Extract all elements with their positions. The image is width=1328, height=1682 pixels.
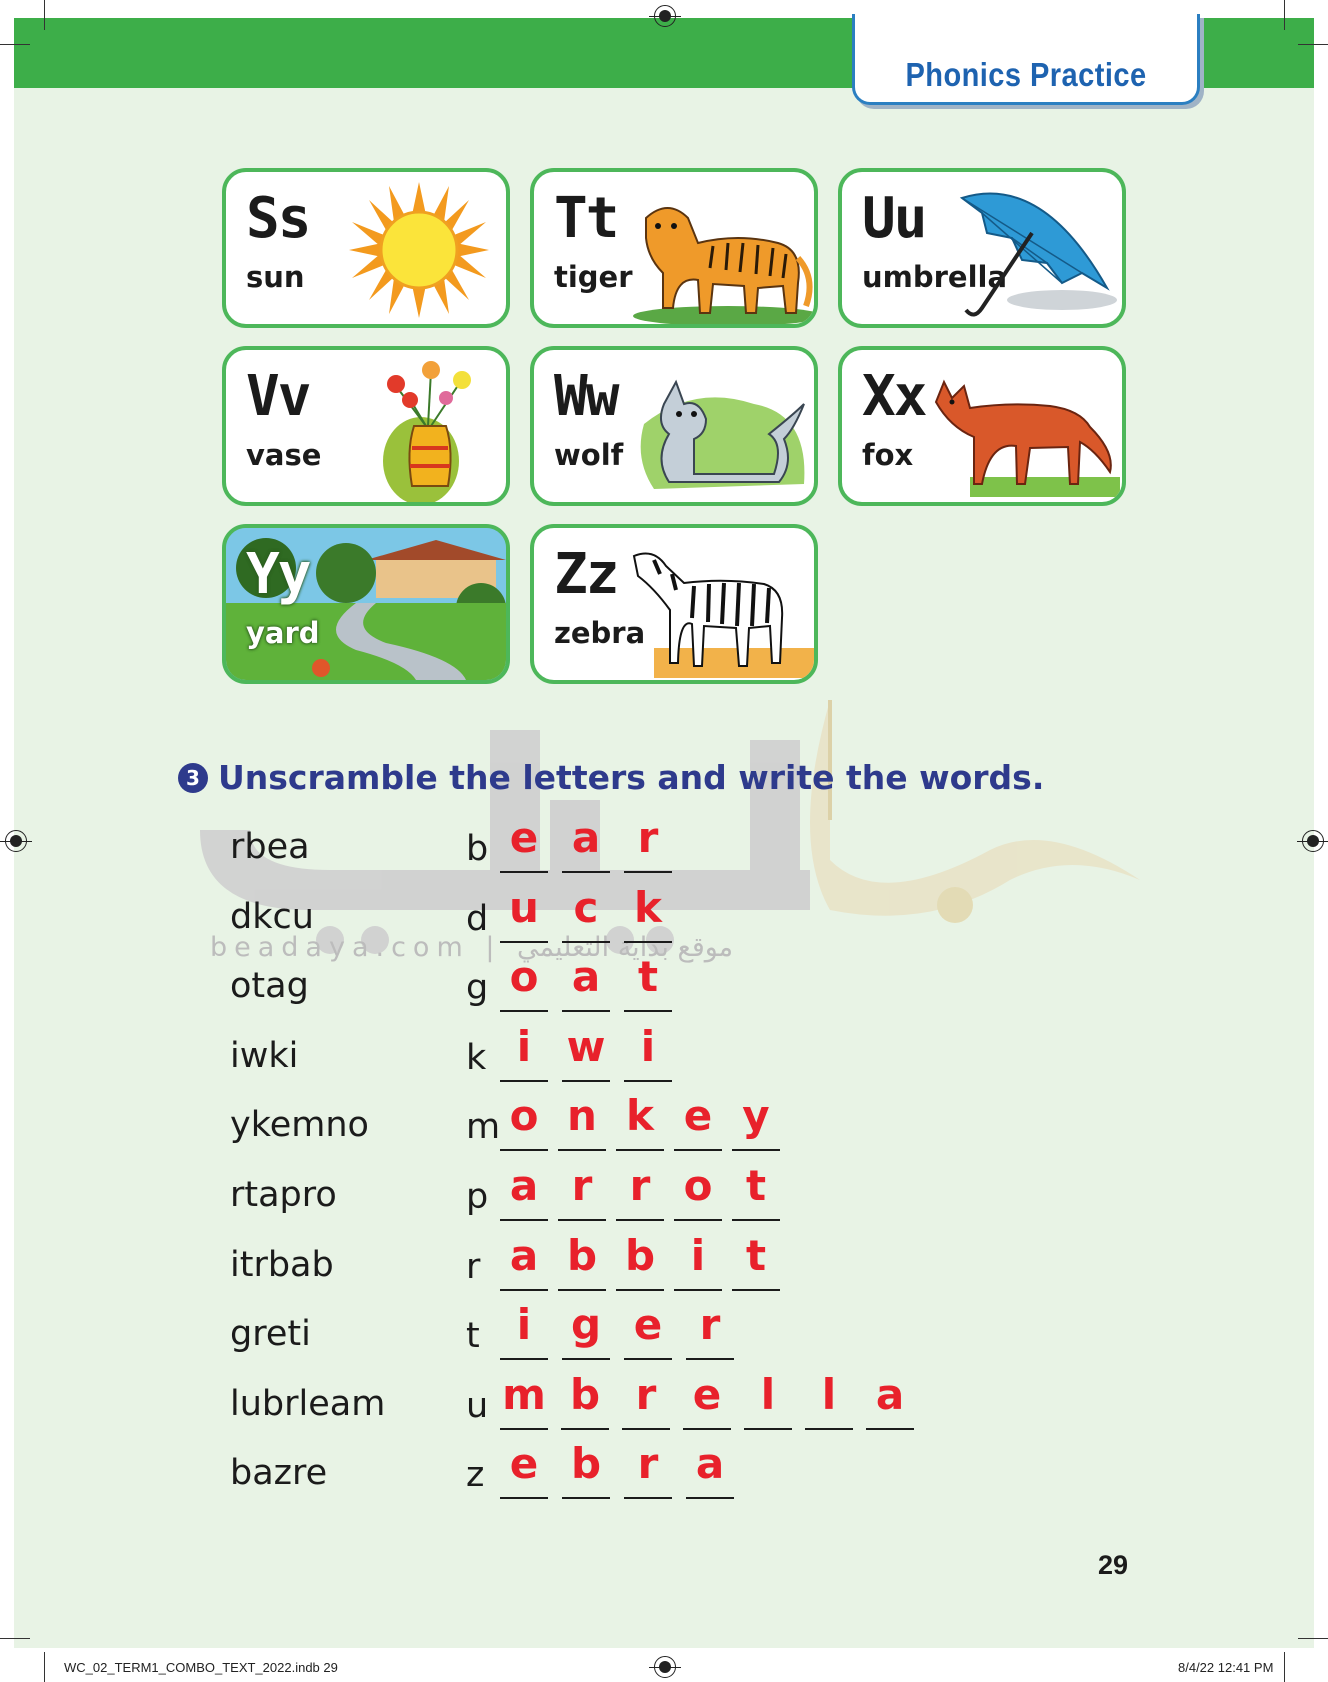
first-letter: p xyxy=(466,1177,489,1217)
answer-blank[interactable]: e xyxy=(500,1439,548,1499)
answer-blank[interactable]: e xyxy=(674,1091,722,1151)
answer-blank[interactable]: a xyxy=(562,813,610,873)
scrambled-word: dkcu xyxy=(230,897,314,937)
answer-blank[interactable]: r xyxy=(624,1439,672,1499)
card-word: tiger xyxy=(554,260,633,294)
answer-blank[interactable]: l xyxy=(744,1370,792,1430)
tiger-icon xyxy=(618,188,818,328)
card-word: zebra xyxy=(554,616,646,650)
card-letters: Tt xyxy=(554,186,618,251)
answer-blank[interactable]: r xyxy=(624,813,672,873)
card-word: sun xyxy=(246,260,305,294)
answer-blank[interactable]: a xyxy=(562,952,610,1012)
answer-blank[interactable]: u xyxy=(500,883,548,943)
vase-icon xyxy=(376,356,496,506)
answer-blank[interactable]: i xyxy=(674,1231,722,1291)
answer-blank[interactable]: o xyxy=(674,1161,722,1221)
answer-blank[interactable]: e xyxy=(624,1300,672,1360)
scrambled-word: rtapro xyxy=(230,1175,337,1215)
answer-blank[interactable]: b xyxy=(562,1439,610,1499)
scrambled-word: itrbab xyxy=(230,1245,334,1285)
card-s xyxy=(222,168,510,328)
card-y xyxy=(222,524,510,684)
exercise-row xyxy=(0,1022,1328,1096)
registration-mark-icon xyxy=(654,5,676,27)
exercise-number-badge: 3 xyxy=(178,763,208,793)
card-letters: Uu xyxy=(862,186,926,251)
answer-blank[interactable]: k xyxy=(624,883,672,943)
card-t xyxy=(530,168,818,328)
first-letter: u xyxy=(466,1386,489,1426)
card-letters: Ww xyxy=(554,364,618,429)
scrambled-word: otag xyxy=(230,966,309,1006)
card-v xyxy=(222,346,510,506)
answer-blank[interactable]: c xyxy=(562,883,610,943)
first-letter: k xyxy=(466,1038,487,1078)
crop-mark xyxy=(1298,1638,1328,1639)
exercise-row xyxy=(0,883,1328,957)
answer-blank[interactable]: t xyxy=(732,1231,780,1291)
card-word: wolf xyxy=(554,438,624,472)
first-letter: b xyxy=(466,829,489,869)
footer-timestamp: 8/4/22 12:41 PM xyxy=(1178,1660,1274,1675)
answer-blank[interactable]: y xyxy=(732,1091,780,1151)
footer-file-info: WC_02_TERM1_COMBO_TEXT_2022.indb 29 xyxy=(64,1660,338,1675)
card-word: umbrella xyxy=(862,260,1008,294)
page-title: Phonics Practice xyxy=(905,56,1147,93)
exercise-row xyxy=(0,1231,1328,1305)
crop-mark xyxy=(1298,44,1328,45)
answer-blank[interactable]: i xyxy=(624,1022,672,1082)
card-z xyxy=(530,524,818,684)
exercise-row xyxy=(0,813,1328,887)
answer-blank[interactable]: o xyxy=(500,952,548,1012)
scrambled-word: iwki xyxy=(230,1036,299,1076)
scrambled-word: lubrleam xyxy=(230,1384,386,1424)
answer-blank[interactable]: r xyxy=(686,1300,734,1360)
scrambled-word: ykemno xyxy=(230,1105,369,1145)
crop-mark xyxy=(44,1652,45,1682)
card-word: yard xyxy=(246,616,320,650)
answer-blank[interactable]: r xyxy=(616,1161,664,1221)
card-x xyxy=(838,346,1126,506)
answer-blank[interactable]: r xyxy=(558,1161,606,1221)
first-letter: d xyxy=(466,899,489,939)
crop-mark xyxy=(1284,1652,1285,1682)
header-tab xyxy=(852,14,1200,105)
card-word: fox xyxy=(862,438,914,472)
card-letters: Ss xyxy=(246,186,310,251)
card-letters: Xx xyxy=(862,364,926,429)
scrambled-word: bazre xyxy=(230,1453,328,1493)
fox-icon xyxy=(930,372,1124,502)
answer-blank[interactable]: l xyxy=(805,1370,853,1430)
answer-blank[interactable]: g xyxy=(562,1300,610,1360)
answer-blank[interactable]: e xyxy=(500,813,548,873)
exercise-row xyxy=(0,1161,1328,1235)
exercise-instruction xyxy=(178,758,1044,797)
answer-blank[interactable]: i xyxy=(500,1022,548,1082)
registration-mark-icon xyxy=(654,1656,676,1678)
answer-blank[interactable]: b xyxy=(561,1370,609,1430)
umbrella-icon xyxy=(952,178,1122,328)
answer-blank[interactable]: a xyxy=(500,1161,548,1221)
answer-blank[interactable]: e xyxy=(683,1370,731,1430)
zebra-icon xyxy=(624,538,814,683)
card-word: vase xyxy=(246,438,322,472)
card-u xyxy=(838,168,1126,328)
exercise-row xyxy=(0,1300,1328,1374)
first-letter: r xyxy=(466,1247,481,1287)
scrambled-word: rbea xyxy=(230,827,310,867)
page-number: 29 xyxy=(1098,1550,1129,1580)
first-letter: g xyxy=(466,968,489,1008)
crop-mark xyxy=(1284,0,1285,30)
crop-mark xyxy=(0,44,30,45)
card-letters: Yy xyxy=(246,542,310,607)
answer-blank[interactable]: o xyxy=(500,1091,548,1151)
answer-blank[interactable]: b xyxy=(558,1231,606,1291)
answer-blank[interactable]: a xyxy=(686,1439,734,1499)
exercise-row xyxy=(0,1091,1328,1165)
answer-blank[interactable]: m xyxy=(500,1370,548,1430)
answer-blank[interactable]: a xyxy=(866,1370,914,1430)
card-letters: Vv xyxy=(246,364,310,429)
crop-mark xyxy=(0,1638,30,1639)
sun-icon xyxy=(344,180,494,320)
answer-blank[interactable]: n xyxy=(558,1091,606,1151)
answer-blank[interactable]: t xyxy=(624,952,672,1012)
answer-blank[interactable]: t xyxy=(732,1161,780,1221)
instruction-text: Unscramble the letters and write the words. xyxy=(218,758,1045,797)
exercise-row xyxy=(0,1439,1328,1513)
answer-blank[interactable]: w xyxy=(562,1022,610,1082)
answer-blank[interactable]: b xyxy=(616,1231,664,1291)
exercise-row xyxy=(0,1370,1328,1444)
first-letter: m xyxy=(466,1107,501,1147)
first-letter: t xyxy=(466,1316,480,1356)
first-letter: z xyxy=(466,1455,485,1495)
card-letters: Zz xyxy=(554,542,618,607)
crop-mark xyxy=(44,0,45,30)
scrambled-word: greti xyxy=(230,1314,311,1354)
answer-blank[interactable]: k xyxy=(616,1091,664,1151)
answer-blank[interactable]: a xyxy=(500,1231,548,1291)
wolf-icon xyxy=(634,364,814,504)
answer-blank[interactable]: i xyxy=(500,1300,548,1360)
exercise-row xyxy=(0,952,1328,1026)
card-w xyxy=(530,346,818,506)
answer-blank[interactable]: r xyxy=(622,1370,670,1430)
watermark-caption: beadaya.com | موقع بداية التعليمي xyxy=(210,932,734,963)
